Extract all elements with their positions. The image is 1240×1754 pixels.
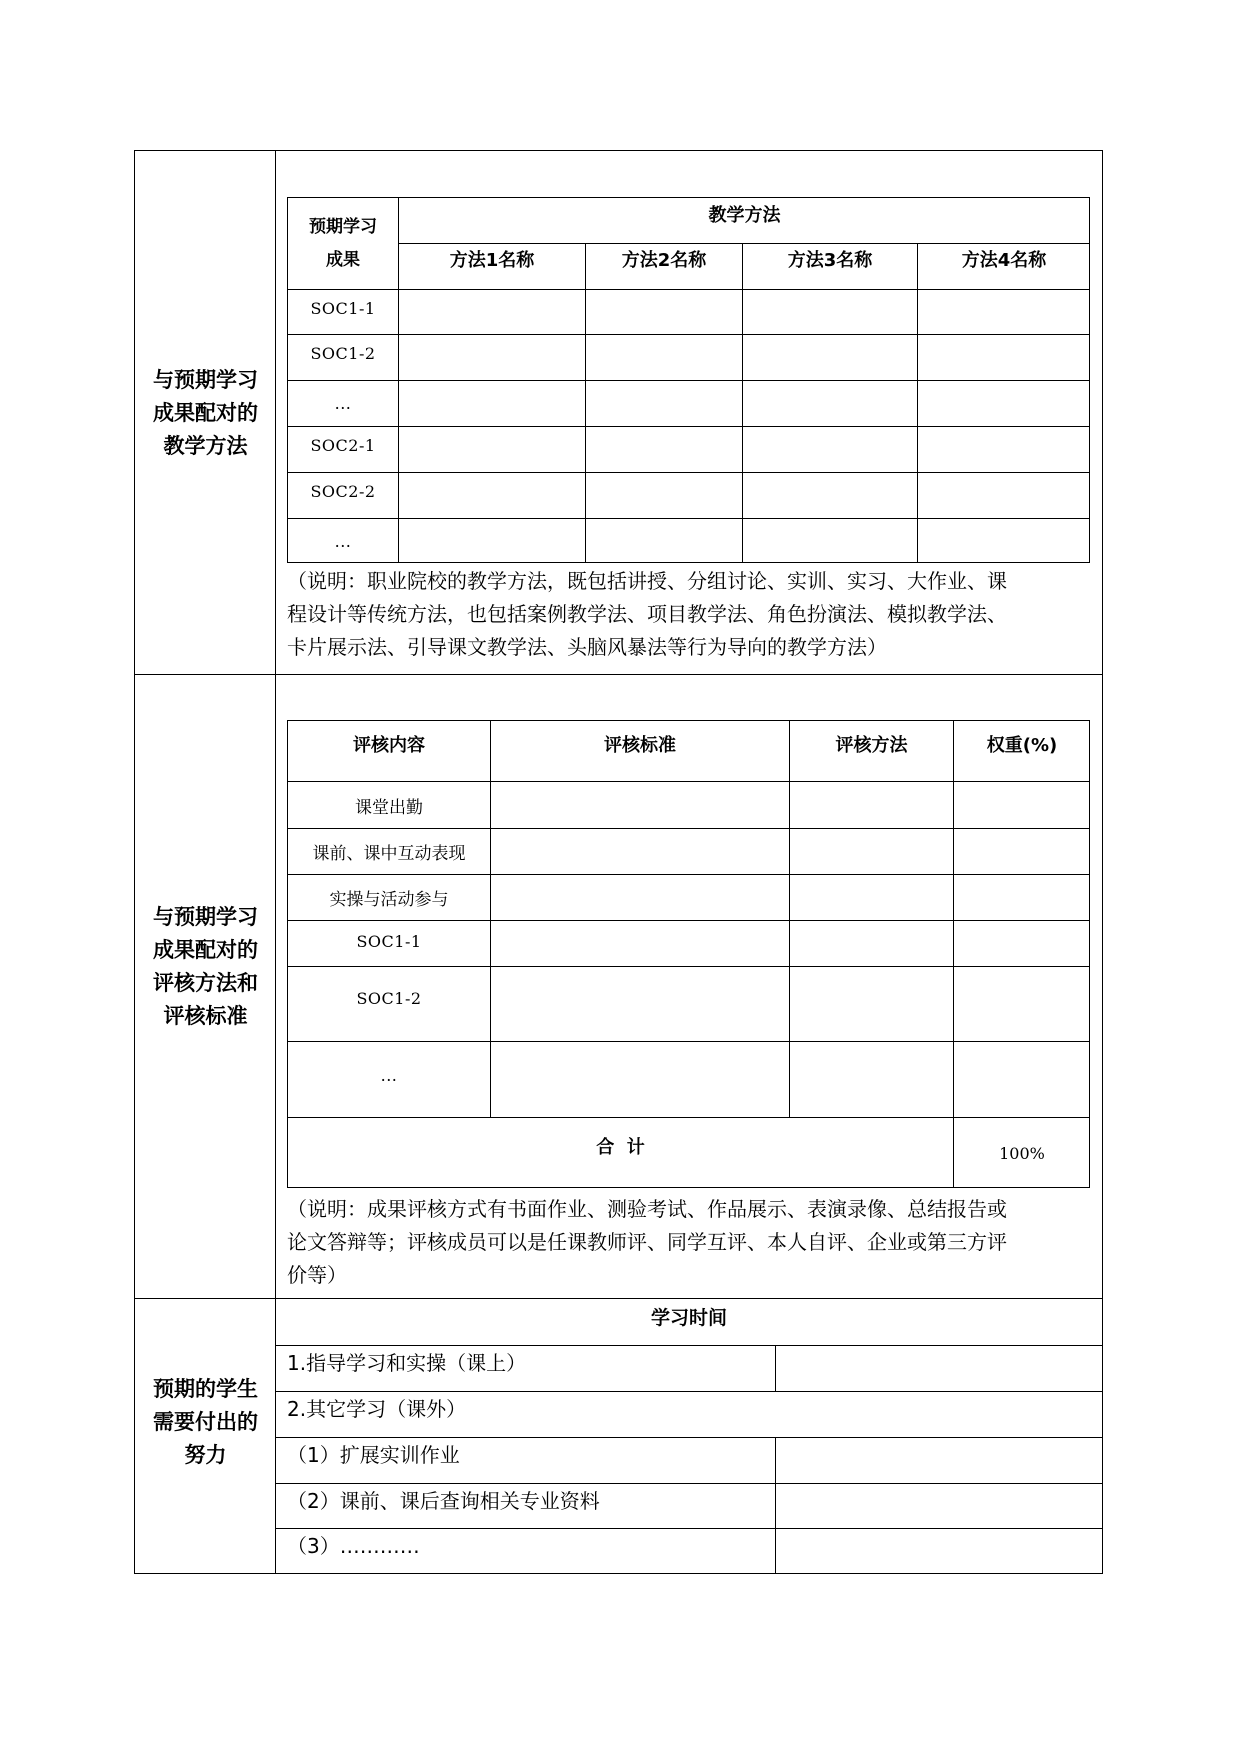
grid-col-line — [775, 1437, 776, 1574]
table-col-line — [742, 243, 743, 563]
corner-header-line: 成果 — [326, 249, 360, 270]
assessment-row-label: ... — [380, 1065, 398, 1085]
study-time-title: 学习时间 — [650, 1306, 727, 1329]
section2-note — [287, 1193, 1097, 1292]
section1-label-line: 与预期学习 — [153, 367, 258, 392]
section3-label-line: 努力 — [184, 1442, 227, 1467]
assessment-row-label: SOC1-1 — [356, 931, 422, 951]
section2-label-line: 成果配对的 — [153, 938, 258, 962]
section3-label — [136, 1300, 275, 1574]
section2-note-line: （说明：成果评核方式有书面作业、测验考试、作品展示、表演录像、总结报告或 — [287, 1197, 1007, 1221]
assessment-row-label: SOC1-2 — [356, 988, 422, 1008]
method-header: 方法2名称 — [621, 250, 707, 271]
table-row-line — [287, 380, 1090, 381]
section-divider-1 — [134, 674, 1103, 675]
grid-col-line — [775, 1345, 776, 1391]
table-col-line — [585, 243, 586, 563]
section1-label-line: 教学方法 — [163, 433, 248, 458]
assessment-row-label: 课前、课中互动表现 — [312, 844, 466, 864]
section1-label-line: 成果配对的 — [153, 400, 258, 425]
section2-note-line: 价等） — [287, 1263, 347, 1287]
corner-header — [288, 198, 398, 289]
outcome-row-label: SOC2-2 — [310, 482, 376, 501]
study-item: （1）扩展实训作业 — [287, 1442, 460, 1467]
corner-header-line: 预期学习 — [309, 216, 377, 237]
study-item: （2）课前、课后查询相关专业资料 — [287, 1488, 600, 1513]
assessment-header: 评核方法 — [835, 735, 908, 756]
table-col-line — [490, 720, 491, 1117]
assessment-row-label: 课堂出勤 — [355, 797, 423, 818]
section1-note-line: （说明：职业院校的教学方法，既包括讲授、分组讨论、实训、实习、大作业、课 — [287, 569, 1007, 593]
section1-note — [287, 565, 1097, 664]
outcome-row-label: SOC1-2 — [310, 344, 376, 363]
table-row-line — [287, 334, 1090, 335]
table-row-line — [287, 472, 1090, 473]
section2-note-line: 论文答辩等；评核成员可以是任课教师评、同学互评、本人自评、企业或第三方评 — [287, 1230, 1007, 1254]
assessment-header: 评核标准 — [604, 735, 676, 756]
section-divider-2 — [134, 1298, 1103, 1299]
study-item: 2.其它学习（课外） — [287, 1396, 467, 1421]
method-header: 方法1名称 — [449, 250, 535, 271]
label-column-divider — [275, 150, 276, 1574]
section1-label — [136, 152, 275, 674]
section2-label — [136, 676, 275, 1298]
section1-note-line: 卡片展示法、引导课文教学法、头脑风暴法等行为导向的教学方法） — [287, 635, 887, 659]
outcome-row-label: ... — [334, 394, 352, 413]
section3-label-line: 预期的学生 — [153, 1376, 258, 1401]
section2-label-line: 评核方法和 — [153, 971, 258, 995]
section1-note-line: 程设计等传统方法，也包括案例教学法、项目教学法、角色扮演法、模拟教学法、 — [287, 602, 1007, 626]
table-row-line — [287, 426, 1090, 427]
group-header: 教学方法 — [708, 205, 781, 226]
section2-label-line: 评核标准 — [163, 1004, 248, 1028]
assessment-header: 评核内容 — [353, 735, 425, 756]
outcome-row-label: SOC1-1 — [310, 298, 376, 318]
table-col-line — [917, 243, 918, 563]
outcome-row-label: ... — [334, 531, 352, 551]
table-row-line — [287, 289, 1090, 290]
section2-label-line: 与预期学习 — [153, 905, 258, 929]
section3-label-line: 需要付出的 — [153, 1409, 258, 1434]
table-col-line — [789, 720, 790, 1117]
study-item: 1.指导学习和实操（课上） — [287, 1350, 527, 1375]
method-header: 方法4名称 — [961, 250, 1047, 271]
assessment-row-label: 实操与活动参与 — [329, 890, 449, 910]
method-header: 方法3名称 — [787, 250, 873, 271]
study-item: （3）………… — [287, 1533, 420, 1558]
total-value: 100% — [999, 1143, 1045, 1163]
total-label: 合 计 — [596, 1137, 645, 1158]
table-row-line — [287, 518, 1090, 519]
outcome-row-label: SOC2-1 — [310, 436, 376, 455]
assessment-header: 权重(%) — [986, 735, 1058, 756]
